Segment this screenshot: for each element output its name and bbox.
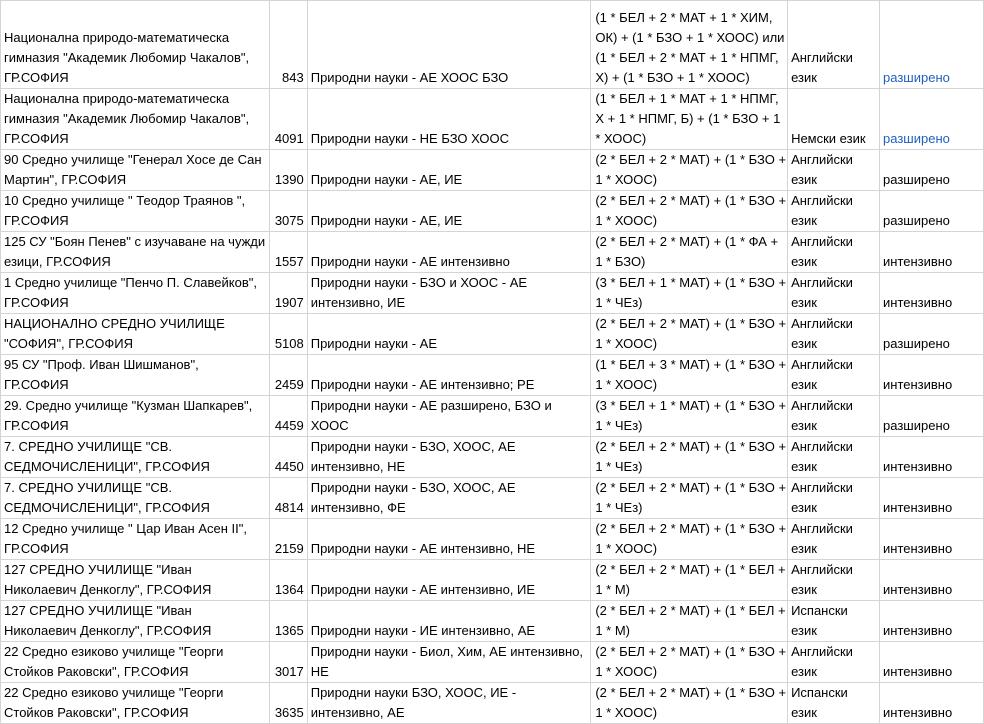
cell-mode[interactable]: интензивно [880,601,984,642]
cell-profile[interactable]: Природни науки - Биол, Хим, АЕ интензивно, НЕ [307,642,591,683]
cell-profile[interactable]: Природни науки - АЕ, ИЕ [307,150,591,191]
cell-school[interactable]: 10 Средно училище " Теодор Траянов ", ГР.СОФИЯ [1,191,270,232]
cell-code[interactable]: 4450 [269,437,307,478]
table-row [1,519,984,560]
cell-profile[interactable]: Природни науки БЗО, ХООС, ИЕ - интензивно, АЕ [307,683,591,724]
cell-code[interactable]: 5108 [269,314,307,355]
table-row [1,1,984,89]
cell-code[interactable]: 1907 [269,273,307,314]
cell-code[interactable]: 4459 [269,396,307,437]
cell-school[interactable]: 7. СРЕДНО УЧИЛИЩЕ "СВ. СЕДМОЧИСЛЕНИЦИ", ГР.СОФИЯ [1,478,270,519]
cell-language[interactable]: Английски език [788,437,880,478]
table-row [1,150,984,191]
cell-formula[interactable]: (2 * БЕЛ + 2 * МАТ) + (1 * БЗО + 1 * ХООС) [591,150,788,191]
cell-code[interactable]: 3017 [269,642,307,683]
cell-school[interactable]: Национална природо-математическа гимназия "Академик Любомир Чакалов", ГР.СОФИЯ [1,89,270,150]
cell-mode[interactable]: интензивно [880,519,984,560]
table-row [1,314,984,355]
table-row [1,191,984,232]
cell-school[interactable]: НАЦИОНАЛНО СРЕДНО УЧИЛИЩЕ "СОФИЯ", ГР.СОФИЯ [1,314,270,355]
table-row [1,683,984,724]
cell-school[interactable]: 95 СУ "Проф. Иван Шишманов", ГР.СОФИЯ [1,355,270,396]
cell-mode[interactable]: разширено [880,1,984,89]
cell-code[interactable]: 843 [269,1,307,89]
cell-formula[interactable]: (3 * БЕЛ + 1 * МАТ) + (1 * БЗО + 1 * ЧЕз) [591,273,788,314]
table-row [1,437,984,478]
cell-language[interactable]: Английски език [788,519,880,560]
cell-language[interactable]: Английски език [788,396,880,437]
cell-formula[interactable]: (2 * БЕЛ + 2 * МАТ) + (1 * ФА + 1 * БЗО) [591,232,788,273]
cell-formula[interactable]: (2 * БЕЛ + 2 * МАТ) + (1 * БЗО + 1 * ХООС) [591,314,788,355]
cell-profile[interactable]: Природни науки - БЗО и ХООС - АЕ интензивно, ИЕ [307,273,591,314]
cell-code[interactable]: 2159 [269,519,307,560]
cell-mode[interactable]: разширено [880,191,984,232]
cell-formula[interactable]: (2 * БЕЛ + 2 * МАТ) + (1 * БЗО + 1 * ХООС) [591,642,788,683]
cell-mode[interactable]: интензивно [880,478,984,519]
table-row [1,89,984,150]
cell-profile[interactable]: Природни науки - АЕ ХООС БЗО [307,1,591,89]
cell-profile[interactable]: Природни науки - АЕ интензивно, ИЕ [307,560,591,601]
cell-formula[interactable]: (3 * БЕЛ + 1 * МАТ) + (1 * БЗО + 1 * ЧЕз) [591,396,788,437]
cell-mode[interactable]: интензивно [880,355,984,396]
cell-school[interactable]: Национална природо-математическа гимназия "Академик Любомир Чакалов", ГР.СОФИЯ [1,1,270,89]
cell-language[interactable]: Английски език [788,478,880,519]
cell-mode[interactable]: интензивно [880,560,984,601]
cell-formula[interactable]: (2 * БЕЛ + 2 * МАТ) + (1 * БЗО + 1 * ХООС) [591,519,788,560]
table-row [1,601,984,642]
cell-formula[interactable]: (2 * БЕЛ + 2 * МАТ) + (1 * БЗО + 1 * ХООС) [591,191,788,232]
cell-code[interactable]: 3635 [269,683,307,724]
cell-code[interactable]: 4814 [269,478,307,519]
cell-mode[interactable]: интензивно [880,273,984,314]
cell-language[interactable]: Английски език [788,273,880,314]
cell-profile[interactable]: Природни науки - НЕ БЗО ХООС [307,89,591,150]
cell-profile[interactable]: Природни науки - АЕ интензивно, НЕ [307,519,591,560]
cell-language[interactable]: Английски език [788,1,880,89]
cell-mode[interactable]: разширено [880,314,984,355]
cell-profile[interactable]: Природни науки - АЕ интензивно [307,232,591,273]
cell-profile[interactable]: Природни науки - АЕ [307,314,591,355]
table-row [1,642,984,683]
cell-language[interactable]: Английски език [788,355,880,396]
cell-profile[interactable]: Природни науки - БЗО, ХООС, АЕ интензивно, ФЕ [307,478,591,519]
table-body [1,1,984,724]
cell-school[interactable]: 29. Средно училище "Кузман Шапкарев", ГР.СОФИЯ [1,396,270,437]
cell-school[interactable]: 90 Средно училище "Генерал Хосе де Сан Мартин", ГР.СОФИЯ [1,150,270,191]
cell-language[interactable]: Английски език [788,150,880,191]
cell-mode[interactable]: разширено [880,396,984,437]
table-row [1,478,984,519]
cell-school[interactable]: 127 СРЕДНО УЧИЛИЩЕ "Иван Николаевич Денкоглу", ГР.СОФИЯ [1,601,270,642]
cell-language[interactable]: Английски език [788,191,880,232]
cell-code[interactable]: 1390 [269,150,307,191]
cell-formula[interactable]: (1 * БЕЛ + 1 * МАТ + 1 * НПМГ, Х + 1 * НПМГ, Б) + (1 * БЗО + 1 * ХООС) [591,89,788,150]
cell-profile[interactable]: Природни науки - АЕ, ИЕ [307,191,591,232]
cell-school[interactable]: 125 СУ "Боян Пенев" с изучаване на чужди езици, ГР.СОФИЯ [1,232,270,273]
cell-code[interactable]: 3075 [269,191,307,232]
cell-mode[interactable]: разширено [880,89,984,150]
cell-profile[interactable]: Природни науки - БЗО, ХООС, АЕ интензивно, НЕ [307,437,591,478]
cell-profile[interactable]: Природни науки - ИЕ интензивно, АЕ [307,601,591,642]
table-row [1,560,984,601]
cell-formula[interactable]: (2 * БЕЛ + 2 * МАТ) + (1 * БЗО + 1 * ЧЕз) [591,478,788,519]
cell-language[interactable]: Английски език [788,314,880,355]
cell-code[interactable]: 1364 [269,560,307,601]
cell-profile[interactable]: Природни науки - АЕ разширено, БЗО и ХООС [307,396,591,437]
cell-school[interactable]: 12 Средно училище " Цар Иван Асен II", ГР.СОФИЯ [1,519,270,560]
cell-school[interactable]: 1 Средно училище "Пенчо П. Славейков", ГР.СОФИЯ [1,273,270,314]
table-row [1,396,984,437]
cell-language[interactable]: Испански език [788,683,880,724]
table-row [1,232,984,273]
table-row [1,355,984,396]
cell-formula[interactable]: (2 * БЕЛ + 2 * МАТ) + (1 * БЗО + 1 * ЧЕз) [591,437,788,478]
cell-mode[interactable]: интензивно [880,683,984,724]
cell-language[interactable]: Испански език [788,601,880,642]
cell-language[interactable]: Английски език [788,560,880,601]
cell-formula[interactable]: (1 * БЕЛ + 3 * МАТ) + (1 * БЗО + 1 * ХООС) [591,355,788,396]
cell-school[interactable]: 7. СРЕДНО УЧИЛИЩЕ "СВ. СЕДМОЧИСЛЕНИЦИ", ГР.СОФИЯ [1,437,270,478]
cell-profile[interactable]: Природни науки - АЕ интензивно; РЕ [307,355,591,396]
cell-code[interactable]: 2459 [269,355,307,396]
cell-school[interactable]: 127 СРЕДНО УЧИЛИЩЕ "Иван Николаевич Денкоглу", ГР.СОФИЯ [1,560,270,601]
cell-mode[interactable]: интензивно [880,642,984,683]
cell-formula[interactable]: (1 * БЕЛ + 2 * МАТ + 1 * ХИМ, ОК) + (1 * БЗО + 1 * ХООС) или (1 * БЕЛ + 2 * МАТ + 1 * НПМГ, Х) + (1 * БЗО + 1 * ХООС) [591,1,788,89]
cell-school[interactable]: 22 Средно езиково училище "Георги Стойков Раковски", ГР.СОФИЯ [1,683,270,724]
cell-language[interactable]: Английски език [788,642,880,683]
cell-code[interactable]: 1557 [269,232,307,273]
cell-language[interactable]: Английски език [788,232,880,273]
cell-mode[interactable]: интензивно [880,232,984,273]
cell-mode[interactable]: интензивно [880,437,984,478]
cell-code[interactable]: 4091 [269,89,307,150]
table-row [1,273,984,314]
cell-formula[interactable]: (2 * БЕЛ + 2 * МАТ) + (1 * БЕЛ + 1 * М) [591,601,788,642]
cell-formula[interactable]: (2 * БЕЛ + 2 * МАТ) + (1 * БЗО + 1 * ХООС) [591,683,788,724]
cell-school[interactable]: 22 Средно езиково училище "Георги Стойков Раковски", ГР.СОФИЯ [1,642,270,683]
cell-mode[interactable]: разширено [880,150,984,191]
cell-code[interactable]: 1365 [269,601,307,642]
cell-formula[interactable]: (2 * БЕЛ + 2 * МАТ) + (1 * БЕЛ + 1 * М) [591,560,788,601]
cell-language[interactable]: Немски език [788,89,880,150]
